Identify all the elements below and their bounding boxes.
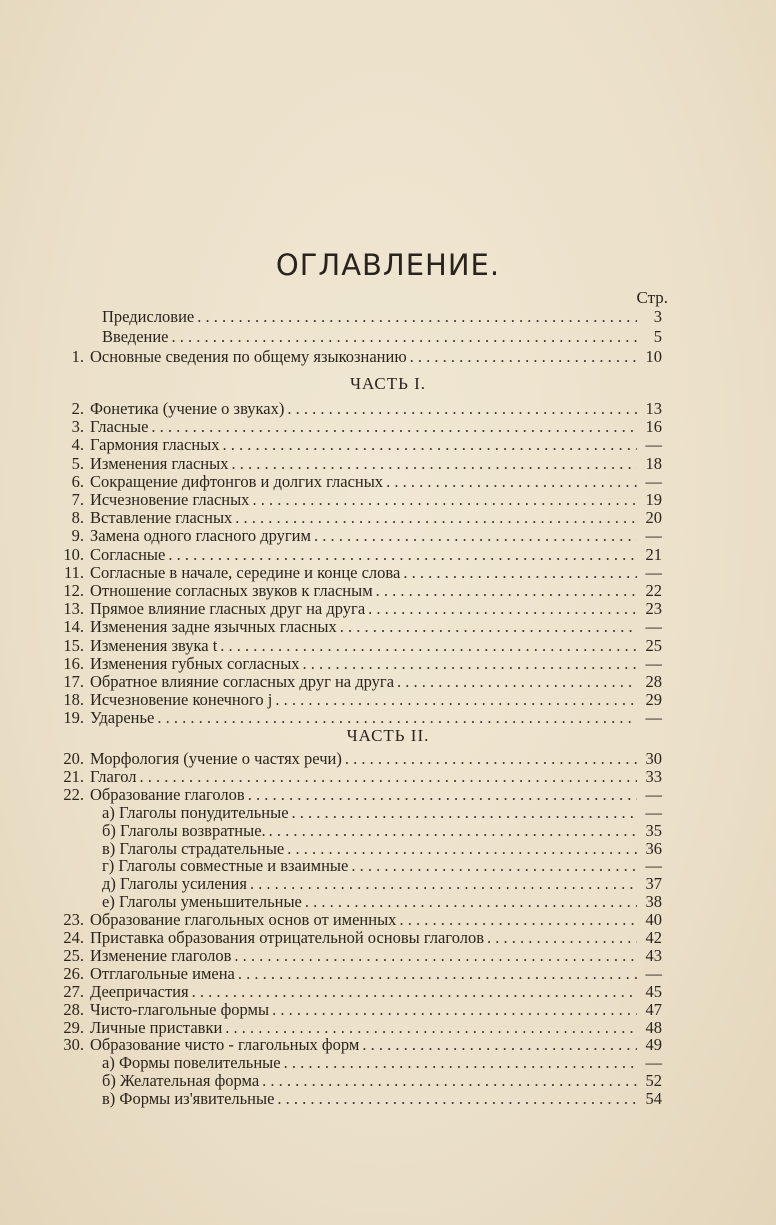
toc-entry-title: Согласные [90, 544, 166, 564]
toc-entry-number: 5. [71, 453, 84, 473]
toc-entry-number: 2. [71, 399, 84, 418]
toc-entry-title: е) Глаголы уменьшительные [102, 892, 302, 912]
toc-entry-number: 23. [63, 910, 84, 930]
toc-entry-title: Отношение согласных звуков к гласным [90, 581, 373, 600]
toc-entry [50, 1088, 662, 1110]
toc-entry-page: — [645, 856, 662, 876]
toc-entry-page: 16 [645, 417, 662, 437]
toc-entry-page: 48 [645, 1017, 662, 1037]
toc-entry-title: Предисловие [102, 307, 195, 326]
toc-entry-title: Изменения гласных [90, 453, 229, 473]
toc-entry-title: г) Глаголы совместные и взаимные [102, 856, 349, 876]
toc-entry-title: Приставка образования отрицательной основы глаголов [90, 928, 485, 947]
toc-entry-title: Вставление гласных [90, 508, 233, 528]
toc-entry-number: 14. [63, 617, 84, 637]
toc-entry-page: — [645, 617, 662, 637]
toc-entry-page: 29 [645, 690, 662, 710]
toc-entry-number: 15. [63, 635, 84, 655]
toc-entry-page: 3 [653, 307, 662, 326]
toc-entry-page: — [645, 471, 662, 491]
toc-entry-page: — [645, 653, 662, 673]
toc-entry-title: Изменения губных согласных [90, 653, 300, 673]
toc-entry-page: 43 [645, 945, 662, 965]
toc-entry-title: Ударенье [90, 708, 155, 728]
toc-entry-page: — [645, 526, 662, 546]
toc-entry-number: 24. [63, 928, 84, 947]
toc-entry-number: 26. [63, 963, 84, 983]
toc-entry-number: 21. [63, 766, 84, 786]
toc-entry-number: 8. [71, 508, 84, 528]
toc-entry-number: 16. [63, 653, 84, 673]
page-title: ОГЛАВЛЕНИЕ. [275, 248, 501, 282]
toc-entry-page: 37 [645, 874, 662, 894]
toc-entry-number: 17. [63, 672, 84, 691]
toc-entry-title: Замена одного гласного другим [90, 526, 311, 546]
toc-entry-page: 30 [645, 749, 662, 768]
toc-entry-page: 21 [645, 544, 662, 564]
dot-leader [197, 306, 637, 328]
toc-entry-title: а) Формы повелительные [102, 1053, 281, 1073]
toc-entry-page: 25 [645, 635, 662, 655]
toc-entry-title: Образование чисто - глагольных форм [90, 1035, 360, 1055]
toc-entry-page: 47 [645, 999, 662, 1019]
toc-entry-title: Образование глаголов [90, 784, 245, 804]
toc-entry-title: Сокращение дифтонгов и долгих гласных [90, 471, 384, 491]
toc-entry-number: 29. [63, 1017, 84, 1037]
toc-entry-title: Образование глагольных основ от именных [90, 910, 397, 930]
toc-entry-title: Основные сведения по общему языкознанию [90, 347, 407, 366]
toc-entry-page: — [645, 562, 662, 582]
toc-entry-number: 28. [63, 999, 84, 1019]
toc-entry-title: Отглагольные имена [90, 963, 235, 983]
toc-entry-page: 19 [645, 490, 662, 509]
toc-entry-title: Изменение глаголов [90, 945, 232, 965]
toc-entry-title: Личные приставки [90, 1017, 223, 1037]
toc-entry-title: Обратное влияние согласных друг на друга [90, 672, 395, 691]
toc-entry-number: 25. [63, 945, 84, 965]
part1-heading: ЧАСТЬ I. [349, 374, 427, 393]
toc-entry-number: 7. [71, 490, 84, 509]
toc-entry-title: Гармония гласных [90, 435, 220, 455]
toc-entry-page: — [645, 963, 662, 983]
toc-entry-page: 38 [645, 892, 662, 912]
toc-entry-title: Прямое влияние гласных друг на друга [90, 599, 366, 619]
toc-entry-page: 28 [645, 672, 662, 691]
toc-entry-title: в) Формы из'явительные [102, 1089, 275, 1109]
toc-entry-number: 30. [63, 1035, 84, 1055]
toc-entry-title: в) Глаголы страдательные [102, 838, 285, 858]
toc-entry-page: 20 [645, 508, 662, 528]
part2-heading: ЧАСТЬ II. [346, 726, 430, 745]
toc-entry-title: Гласные [90, 417, 149, 437]
toc-entry-number: 22. [63, 784, 84, 804]
page-column-header: Стр. [636, 288, 668, 307]
toc-entry [50, 306, 662, 328]
toc-entry-number: 3. [71, 417, 84, 437]
toc-entry-page: 23 [645, 599, 662, 619]
dot-leader [172, 326, 637, 348]
toc-entry-title: Введение [102, 327, 169, 346]
toc-entry-number: 18. [63, 690, 84, 710]
toc-entry-page: — [645, 435, 662, 455]
toc-entry-page: 36 [645, 838, 662, 858]
toc-entry-page: 5 [653, 327, 662, 346]
toc-entry [50, 326, 662, 348]
toc-entry-title: Исчезновение конечного j [90, 690, 273, 710]
toc-entry [50, 346, 662, 368]
toc-entry-number: 20. [63, 749, 84, 768]
toc-entry-page: 33 [645, 766, 662, 786]
toc-entry-title: Исчезновение гласных [90, 490, 250, 509]
toc-entry-title: Чисто-глагольные формы [90, 999, 270, 1019]
toc-entry-title: Изменения задне язычных гласных [90, 617, 337, 637]
toc-entry-page: 35 [645, 820, 662, 840]
toc-entry-page: 45 [645, 981, 662, 1001]
toc-entry-title: Морфология (учение о частях речи) [90, 749, 342, 768]
toc-entry-page: 54 [645, 1089, 662, 1109]
toc-entry-title: Изменения звука t [90, 635, 218, 655]
toc-entry-number: 1. [71, 347, 84, 366]
toc-entry-title: б) Желательная форма [102, 1071, 260, 1091]
toc-entry-title: Глагол [90, 766, 137, 786]
toc-entry-number: 4. [71, 435, 84, 455]
toc-entry-page: — [645, 708, 662, 728]
toc-entry-page: 52 [645, 1071, 662, 1091]
dot-leader [410, 346, 637, 368]
toc-entry-title: Фонетика (учение о звуках) [90, 399, 285, 418]
toc-entry-page: — [645, 802, 662, 822]
toc-entry-page: 40 [645, 910, 662, 930]
toc-entry-number: 19. [63, 708, 84, 728]
toc-entry-title: б) Глаголы возвратные. [102, 820, 266, 840]
toc-entry-title: д) Глаголы усиления [102, 874, 247, 894]
toc-entry-page: 18 [645, 453, 662, 473]
toc-entry-page: 22 [645, 581, 662, 600]
toc-entry-number: 27. [63, 981, 84, 1001]
toc-entry-title: Деепричастия [90, 981, 189, 1001]
toc-entry-number: 10. [63, 544, 84, 564]
toc-entry-number: 12. [63, 581, 84, 600]
toc-entry-title: Согласные в начале, середине и конце слова [90, 562, 401, 582]
toc-entry-page: 10 [645, 347, 662, 366]
toc-entry-page: 49 [645, 1035, 662, 1055]
toc-entry-number: 9. [71, 526, 84, 546]
toc-entry-page: 42 [645, 928, 662, 947]
toc-entry-title: а) Глаголы понудительные [102, 802, 289, 822]
dot-leader [277, 1088, 637, 1110]
toc-entry-page: — [645, 784, 662, 804]
toc-entry-number: 13. [63, 599, 84, 619]
toc-entry-number: 6. [71, 471, 84, 491]
toc-entry-number: 11. [63, 562, 84, 582]
toc-entry-page: — [645, 1053, 662, 1073]
toc-entry-page: 13 [645, 399, 662, 418]
